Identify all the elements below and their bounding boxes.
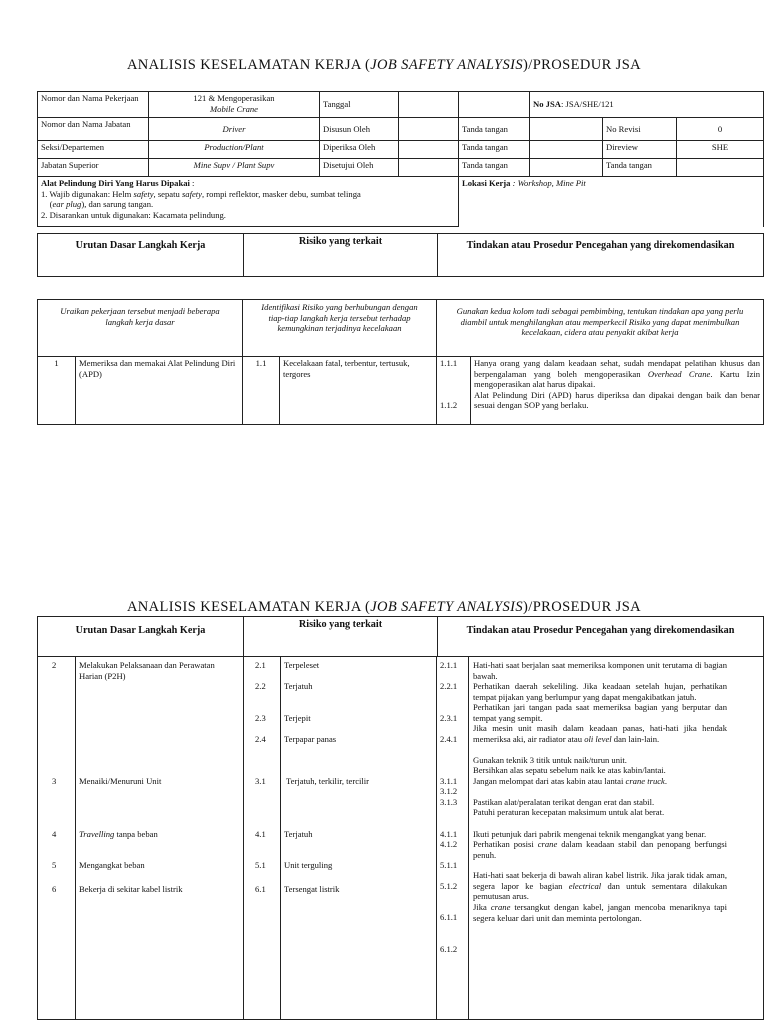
action-number: 3.1.3 <box>440 797 458 807</box>
work-location: Lokasi Kerja : Workshop, Mine Pit <box>459 177 764 227</box>
signature-label: Tanda tangan <box>459 159 530 177</box>
col-header-risks: Risiko yang terkait <box>244 234 438 277</box>
action-text: Hati-hati saat berjalan saat memeriksa komponen unit terutama di bagian bawah. <box>473 660 727 681</box>
job-info-table <box>37 91 764 227</box>
guide-steps: Uraikan pekerjaan tersebut menjadi beberapa langkah kerja dasar <box>38 300 243 357</box>
action-numbers: 1.1.1 1.1.2 <box>437 357 471 425</box>
risk-text: Terjatuh <box>284 681 313 691</box>
approved-label: Disetujui Oleh <box>320 159 399 177</box>
step-number: 5 <box>52 860 57 870</box>
superior-value: Mine Supv / Plant Supv <box>149 159 320 177</box>
column-divider <box>436 656 437 1020</box>
action-number: 6.1.2 <box>440 944 458 954</box>
reviewed-value: SHE <box>677 141 764 159</box>
column-divider <box>280 656 281 1020</box>
step-number: 1 <box>38 357 76 425</box>
risk-number: 4.1 <box>255 829 266 839</box>
action-text: Perhatikan daerah sekeliling. Jika keadaan setelah hujan, perhatikan tempat pijakan yang berlumpur yang dapat mengakibatkan jatuh. <box>473 681 727 702</box>
action-text: Jangan melompat dari atas kabin atau lantai crane truck. <box>473 776 668 786</box>
step-number: 2 <box>52 660 57 670</box>
risk-text: Kecelakaan fatal, terbentur, tertusuk, tergores <box>280 357 437 425</box>
risk-text: Terpeleset <box>284 660 320 670</box>
checked-label: Diperiksa Oleh <box>320 141 399 159</box>
approved-value <box>399 159 459 177</box>
action-text: Perhatikan posisi crane dalam keadaan stabil dan penopang berfungsi penuh. <box>473 839 727 860</box>
column-divider <box>243 656 244 1020</box>
prepared-label: Disusun Oleh <box>320 118 399 141</box>
column-divider <box>75 656 76 1020</box>
action-number: 2.2.1 <box>440 681 458 691</box>
step-text: Memeriksa dan memakai Alat Pelindung Diri (APD) <box>76 357 243 425</box>
document-title: ANALISIS KESELAMATAN KERJA (JOB SAFETY ANALYSIS)/PROSEDUR JSA <box>126 57 642 73</box>
step-number: 4 <box>52 829 57 839</box>
guide-actions: Gunakan kedua kolom tadi sebagai pembimbing, tentukan tindakan apa yang perlu diambil untuk menghilangkan atau memperkecil Risiko yang dapat menimbulkan kecelakaan, cidera atau penyakit akibat kerja <box>437 300 764 357</box>
risk-number: 1.1 <box>243 357 280 425</box>
ppe-section: Alat Pelindung Diri Yang Harus Dipakai : 1. Wajib digunakan: Helm safety, sepatu safety, rompi reflektor, masker debu, sumbat telinga (ear plug), dan sarung tangan. 2. Disarankan untuk digunakan: Kacamata pelindung. <box>38 177 459 227</box>
action-text: Hati-hati saat bekerja di bawah aliran kabel listrik. Jika jarak tidak aman, segera lapor ke bagian electrical dan untuk sementara dilakukan pemutusan arus. <box>473 870 727 901</box>
column-divider <box>468 656 469 1020</box>
action-text: Patuhi peraturan kecepatan maksimum untuk alat berat. <box>473 807 665 817</box>
signature-label: Tanda tangan <box>603 159 677 177</box>
reviewed-label: Direview <box>603 141 677 159</box>
col-header-actions: Tindakan atau Prosedur Pencegahan yang direkomendasikan <box>438 234 764 277</box>
action-number: 2.4.1 <box>440 734 458 744</box>
step-text: Travelling tanpa beban <box>79 829 158 839</box>
risk-number: 2.3 <box>255 713 266 723</box>
step-number: 6 <box>52 884 57 894</box>
risk-number: 6.1 <box>255 884 266 894</box>
step-text: Melakukan Pelaksanaan dan Perawatan Harian (P2H) <box>79 660 215 681</box>
prepared-value <box>399 118 459 141</box>
action-number: 2.3.1 <box>440 713 458 723</box>
action-text: Gunakan teknik 3 titik untuk naik/turun unit. <box>473 755 627 765</box>
risk-text: Terpapar panas <box>284 734 337 744</box>
checked-value <box>399 141 459 159</box>
risk-number: 2.2 <box>255 681 266 691</box>
action-text: Ikuti petunjuk dari pabrik mengenai teknik mengangkat yang benar. <box>473 829 707 839</box>
action-number: 3.1.1 <box>440 776 458 786</box>
revision-label: No Revisi <box>603 118 677 141</box>
signature-value <box>677 159 764 177</box>
signature-label: Tanda tangan <box>459 118 530 141</box>
document-title-page2: ANALISIS KESELAMATAN KERJA (JOB SAFETY ANALYSIS)/PROSEDUR JSA <box>126 599 642 615</box>
signature-value <box>530 141 603 159</box>
col-header-steps: Urutan Dasar Langkah Kerja <box>38 617 244 657</box>
step-text: Menaiki/Menuruni Unit <box>79 776 162 786</box>
step-header-table <box>37 233 764 277</box>
action-text: Perhatikan jari tangan pada saat memeriksa bagian yang berputar dan tempat yang sempit. <box>473 702 727 723</box>
job-value: 121 & Mengoperasikan Mobile Crane <box>149 92 320 118</box>
action-number: 2.1.1 <box>440 660 458 670</box>
action-text: Pastikan alat/peralatan terikat dengan erat dan stabil. <box>473 797 655 807</box>
step-text: Bekerja di sekitar kabel listrik <box>79 884 183 894</box>
section-label: Seksi/Departemen <box>38 141 149 159</box>
section-value: Production/Plant <box>149 141 320 159</box>
step-header-table-page2 <box>37 616 764 657</box>
guide-table <box>37 299 764 425</box>
signature-value <box>530 159 603 177</box>
signature-value <box>530 118 603 141</box>
position-value: Driver <box>149 118 320 141</box>
action-text: Bersihkan alas sepatu sebelum naik ke atas kabin/lantai. <box>473 765 666 775</box>
date-value <box>399 92 459 118</box>
action-text: Jika crane tersangkut dengan kabel, jangan mencoba menariknya tapi segera keluar dari unit dan meminta pertolongan. <box>473 902 727 923</box>
revision-value: 0 <box>677 118 764 141</box>
risk-number: 2.1 <box>255 660 266 670</box>
action-text: Jika mesin unit masih dalam keadaan panas, hati-hati jika hendak memeriksa aki, air radiator atau oli level dan lain-lain. <box>473 723 727 744</box>
col-header-risks: Risiko yang terkait <box>244 617 438 657</box>
action-number: 5.1.1 <box>440 860 458 870</box>
superior-label: Jabatan Superior <box>38 159 149 177</box>
action-number: 3.1.2 <box>440 786 458 796</box>
action-text: Hanya orang yang dalam keadaan sehat, sudah mendapat pelatihan khusus dan berpengalaman yang boleh mengoperasikan Overhead Crane. Kartu Izin mengoperasikan alat harus dipakai. Alat Pelindung Diri (APD) harus diperiksa dan dipakai dengan baik dan benar sesuai dengan SOP yang berlaku. <box>471 357 764 425</box>
col-header-actions: Tindakan atau Prosedur Pencegahan yang direkomendasikan <box>438 617 764 657</box>
date-label: Tanggal <box>320 92 399 118</box>
job-label: Nomor dan Nama Pekerjaan <box>38 92 149 118</box>
blank-cell <box>459 92 530 118</box>
risk-number: 2.4 <box>255 734 266 744</box>
risk-text: Terjatuh <box>284 829 313 839</box>
step-text: Mengangkat beban <box>79 860 145 870</box>
signature-label: Tanda tangan <box>459 141 530 159</box>
action-number: 6.1.1 <box>440 912 458 922</box>
step-number: 3 <box>52 776 57 786</box>
risk-text: Terjepit <box>284 713 311 723</box>
guide-risks: Identifikasi Risiko yang berhubungan dengan tiap-tiap langkah kerja tersebut terhadap kemungkinan terjadinya kecelakaan <box>243 300 437 357</box>
action-number: 4.1.2 <box>440 839 458 849</box>
action-number: 4.1.1 <box>440 829 458 839</box>
risk-text: Tersengat listrik <box>284 884 340 894</box>
risk-text: Terjatuh, terkilir, tercilir <box>286 776 370 786</box>
risk-text: Unit terguling <box>284 860 333 870</box>
position-label: Nomor dan Nama Jabatan <box>38 118 149 141</box>
risk-number: 5.1 <box>255 860 266 870</box>
action-number: 5.1.2 <box>440 881 458 891</box>
risk-number: 3.1 <box>255 776 266 786</box>
jsa-number: No JSA: JSA/SHE/121 <box>530 92 764 118</box>
col-header-steps: Urutan Dasar Langkah Kerja <box>38 234 244 277</box>
